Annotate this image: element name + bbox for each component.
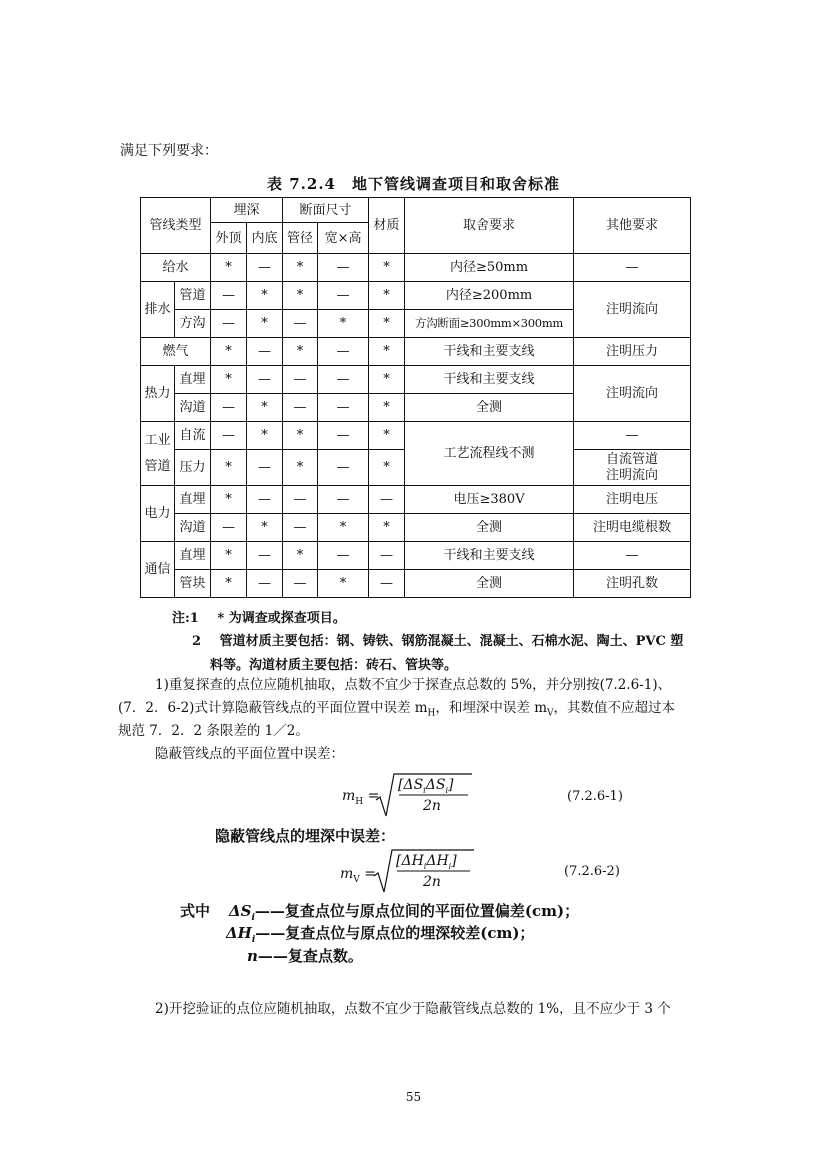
table-row: 工业 管道 自流 — * * — * 工艺流程线不测 — bbox=[141, 422, 691, 450]
header-depth: 埋深 bbox=[211, 198, 283, 223]
table-row: 管块 * — — * — 全测 注明孔数 bbox=[141, 570, 691, 598]
header-depth-outer: 外顶 bbox=[211, 223, 247, 254]
header-section-wh: 宽×高 bbox=[318, 223, 369, 254]
definition-delta-h: $\Delta H_i——$复查点位与原点位的埋深较差(cm)； bbox=[226, 924, 535, 945]
definition-n: n——复查点数。 bbox=[247, 947, 363, 965]
table-row: 给水 * — * — * 内径≥50mm — bbox=[141, 254, 691, 282]
paragraph-3: 隐蔽管线点的埋深中误差： bbox=[215, 827, 396, 845]
header-depth-inner: 内底 bbox=[247, 223, 283, 254]
header-section: 断面尺寸 bbox=[283, 198, 369, 223]
equation-number-2: (7.2.6-2) bbox=[564, 864, 620, 879]
note-2-cont: 料等。沟道材质主要包括：砖石、管块等。 bbox=[210, 658, 458, 673]
formula-2-numerator: $[\Delta H_i\Delta H_i]$ bbox=[396, 853, 457, 871]
table-row: 方沟 — * — * * 方沟断面≥300mm×300mm bbox=[141, 310, 691, 338]
header-material: 材质 bbox=[369, 198, 405, 254]
page-number: 55 bbox=[405, 1090, 422, 1104]
header-other: 其他要求 bbox=[574, 198, 691, 254]
table-caption: 表 7.2.4 地下管线调查项目和取舍标准 bbox=[267, 175, 560, 193]
table-row: 沟道 — * — — * 全测 bbox=[141, 394, 691, 422]
definition-delta-s: $\Delta S_i——$复查点位与原点位间的平面位置偏差(cm)； bbox=[229, 902, 580, 923]
header-section-dia: 管径 bbox=[283, 223, 318, 254]
formula-2-lhs: $m_V$ = bbox=[340, 866, 376, 885]
formula-1-numerator: $[\Delta S_i\Delta S_i]$ bbox=[398, 777, 454, 795]
where-label: 式中 bbox=[180, 902, 211, 920]
paragraph-1-line-2: (7．2．6-2)式计算隐蔽管线点的平面位置中误差 $m_H$，和埋深中误差 $m_V$，其数值不应超过本 bbox=[118, 700, 675, 719]
table-row: 电力 直埋 * — — — — 电压≥380V 注明电压 bbox=[141, 486, 691, 514]
formula-1-denominator: 2n bbox=[423, 798, 441, 814]
intro-text: 满足下列要求： bbox=[120, 143, 218, 159]
table-row: 沟道 — * — * * 全测 注明电缆根数 bbox=[141, 514, 691, 542]
paragraph-1-line-3: 规范 7．2．2 条限差的 1／2。 bbox=[118, 723, 309, 739]
table-row: 热力 直埋 * — — — * 干线和主要支线 注明流向 bbox=[141, 366, 691, 394]
table-row: 通信 直埋 * — * — — 干线和主要支线 — bbox=[141, 542, 691, 570]
formula-1-lhs: $m_H$ = bbox=[342, 788, 380, 807]
note-1: 注:1 * 为调查或探查项目。 bbox=[172, 611, 346, 626]
paragraph-1-line-1: 1)重复探查的点位应随机抽取，点数不宜少于探查点总数的 5%，并分别按(7.2.6-1)、 bbox=[155, 677, 672, 693]
table-row: 燃气 * — * — * 干线和主要支线 注明压力 bbox=[141, 338, 691, 366]
header-type: 管线类型 bbox=[141, 198, 211, 254]
paragraph-4: 2)开挖验证的点位应随机抽取，点数不宜少于隐蔽管线点总数的 1%，且不应少于 3 个 bbox=[155, 1001, 671, 1017]
table-row: 排水 管道 — * * — * 内径≥200mm 注明流向 bbox=[141, 282, 691, 310]
table-row: 压力 * — * — * 自流管道 注明流向 bbox=[141, 450, 691, 486]
header-criteria: 取舍要求 bbox=[405, 198, 574, 254]
paragraph-2: 隐蔽管线点的平面位置中误差： bbox=[155, 746, 344, 762]
note-2: 2 管道材质主要包括：钢、铸铁、钢筋混凝土、混凝土、石棉水泥、陶土、PVC 塑 bbox=[192, 634, 684, 649]
survey-standards-table bbox=[140, 197, 691, 598]
formula-2-denominator: 2n bbox=[423, 874, 441, 890]
equation-number-1: (7.2.6-1) bbox=[567, 789, 623, 804]
